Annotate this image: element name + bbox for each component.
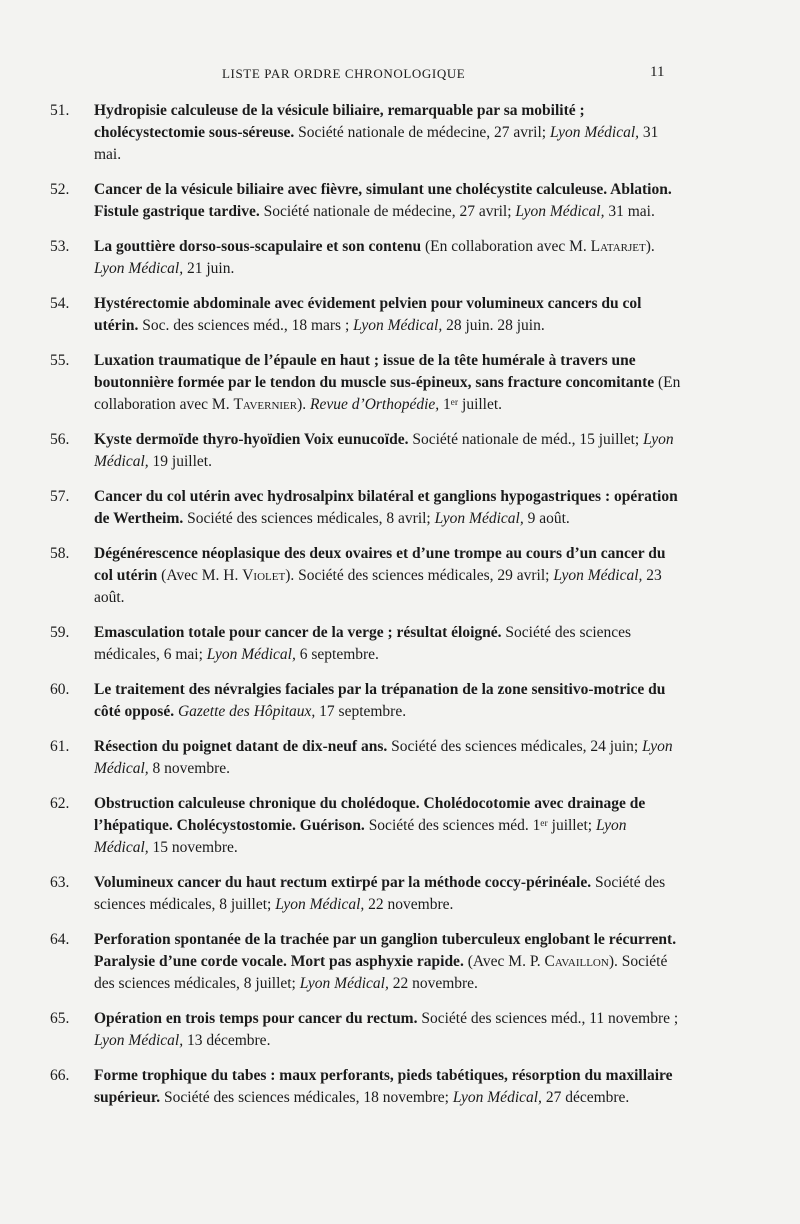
entry-title: Hystérectomie abdominale avec évidement pelvien pour volumineux cancers du col utérin. (94, 295, 642, 334)
entry-number: 65. (50, 1010, 70, 1027)
entry-text: 23 août. (94, 567, 662, 606)
entry-title: Opération en trois temps pour cancer du rectum. (94, 1010, 418, 1027)
entry-number: 55. (50, 352, 70, 369)
entry-title: La gouttière dorso-sous-scapulaire et son contenu (94, 238, 422, 255)
entry-text: Société des sciences médicales, 24 juin; (387, 738, 643, 755)
entry-text: 19 juillet. (148, 453, 212, 470)
list-item (0, 736, 800, 780)
entry-number: 59. (50, 624, 70, 641)
entry-text: Société des sciences médicales, 6 mai; (94, 624, 632, 663)
entry-title: Résection du poignet datant de dix-neuf ans. (94, 738, 388, 755)
publication-name: Lyon Médical, (452, 1089, 542, 1106)
running-title: LISTE PAR ORDRE CHRONOLOGIQUE (222, 66, 466, 81)
list-item (0, 486, 800, 530)
entry-number: 56. (50, 431, 70, 448)
author-name: Cavaillon (544, 953, 609, 970)
entry-title: Hydropisie calculeuse de la vésicule biliaire, remarquable par sa mobilité ; cholécystectomie sous-séreuse. (94, 102, 585, 141)
entry-number: 57. (50, 488, 70, 505)
entry-text: 17 septembre. (315, 703, 407, 720)
entry-title: Volumineux cancer du haut rectum extirpé par la méthode coccy-périnéale. (94, 874, 592, 891)
entry-text: (En collaboration avec M. (421, 238, 591, 255)
entry-text: ). Société des sciences médicales, 8 juillet; (94, 953, 668, 992)
publication-name: Lyon Médical, (94, 431, 674, 470)
publication-name: Lyon Médical, (434, 510, 524, 527)
list-item (0, 543, 800, 609)
entry-text: 8 novembre. (148, 760, 231, 777)
entry-number: 53. (50, 238, 70, 255)
entry-text: 21 juin. (183, 260, 235, 277)
entry-number: 61. (50, 738, 70, 755)
entry-text: 31 mai. (604, 203, 655, 220)
entry-title: Perforation spontanée de la trachée par un ganglion tuberculeux englobant le récurrent. Paralysie d’une corde vocale. Mort pas asphyxie rapide. (94, 931, 677, 970)
list-item (0, 236, 800, 280)
list-item (0, 179, 800, 223)
entry-text: Société des sciences méd. 1ᵉʳ juillet; (364, 817, 596, 834)
publication-name: Lyon Médical, (206, 646, 296, 663)
publication-name: Lyon Médical, (94, 817, 627, 856)
entry-text: Société des sciences médicales, 18 novembre; (160, 1089, 453, 1106)
entry-title: Luxation traumatique de l’épaule en haut ; issue de la tête humérale à travers une boutonnière formée par le tendon du muscle sus-épineux, sans fracture concomitante (94, 352, 655, 391)
entry-number: 63. (50, 874, 70, 891)
entry-title: Kyste dermoïde thyro-hyoïdien Voix eunucoïde. (94, 431, 409, 448)
entry-text: Société nationale de méd., 15 juillet; (408, 431, 644, 448)
list-item (0, 350, 800, 416)
entry-text: 31 mai. (94, 124, 659, 163)
entry-number: 58. (50, 545, 70, 562)
publication-name: Lyon Médical, (275, 896, 365, 913)
entry-number: 66. (50, 1067, 70, 1084)
entry-text: 15 novembre. (148, 839, 238, 856)
publication-name: Lyon Médical, (353, 317, 443, 334)
entry-text: 28 juin. 28 juin. (442, 317, 545, 334)
entry-title: Dégénérescence néoplasique des deux ovaires et d’une trompe au cours d’un cancer du col utérin (94, 545, 666, 584)
publication-list (0, 100, 800, 1122)
list-item (0, 929, 800, 995)
publication-name: Lyon Médical, (553, 567, 643, 584)
entry-text: 27 décembre. (541, 1089, 630, 1106)
entry-title: Cancer du col utérin avec hydrosalpinx bilatéral et ganglions hypogastriques : opération de Wertheim. (94, 488, 678, 527)
entry-text: 9 août. (523, 510, 570, 527)
list-item (0, 293, 800, 337)
entry-text: (En collaboration avec M. (94, 374, 681, 413)
entry-number: 62. (50, 795, 70, 812)
entry-title: Le traitement des névralgies faciales par la trépanation de la zone sensitivo-motrice du côté opposé. (94, 681, 666, 720)
publication-name: Lyon Médical, (515, 203, 605, 220)
publication-name: Lyon Médical, (299, 975, 389, 992)
entry-text: ). (645, 238, 655, 255)
entry-number: 52. (50, 181, 70, 198)
entry-text: Société nationale de médecine, 27 avril; (259, 203, 516, 220)
entry-title: Emasculation totale pour cancer de la verge ; résultat éloigné. (94, 624, 502, 641)
entry-text: Société nationale de médecine, 27 avril; (294, 124, 550, 141)
author-name: Violet (242, 567, 286, 584)
entry-text: 1ᵉʳ juillet. (439, 396, 503, 413)
entry-text: Soc. des sciences méd., 18 mars ; (138, 317, 354, 334)
page-header (0, 64, 800, 88)
publication-name: Lyon Médical, (94, 738, 673, 777)
entry-text: ). Société des sciences médicales, 29 avril; (285, 567, 554, 584)
list-item (0, 1008, 800, 1052)
entry-text: 22 novembre. (364, 896, 454, 913)
entry-text: 22 novembre. (388, 975, 478, 992)
publication-name: Lyon Médical, (94, 260, 184, 277)
list-item (0, 679, 800, 723)
author-name: Latarjet (590, 238, 646, 255)
entry-text: ). (297, 396, 311, 413)
entry-number: 60. (50, 681, 70, 698)
entry-number: 54. (50, 295, 70, 312)
entry-title: Obstruction calculeuse chronique du cholédoque. Cholédocotomie avec drainage de l’hépatique. Cholécystostomie. Guérison. (94, 795, 646, 834)
entry-text: Société des sciences médicales, 8 juillet; (94, 874, 666, 913)
publication-name: Lyon Médical, (549, 124, 640, 141)
list-item (0, 100, 800, 166)
entry-text: (Avec M. H. (157, 567, 243, 584)
entry-text: Société des sciences méd., 11 novembre ; (417, 1010, 679, 1027)
entry-number: 51. (50, 102, 70, 119)
publication-name: Lyon Médical, (94, 1032, 184, 1049)
entry-text: 6 septembre. (295, 646, 379, 663)
list-item (0, 1065, 800, 1109)
entry-title: Cancer de la vésicule biliaire avec fièvre, simulant une cholécystite calculeuse. Ablation. Fistule gastrique tardive. (94, 181, 672, 220)
entry-text: Société des sciences médicales, 8 avril; (183, 510, 435, 527)
list-item (0, 793, 800, 859)
publication-name: Revue d’Orthopédie, (310, 396, 440, 413)
entry-title: Forme trophique du tabes : maux perforants, pieds tabétiques, résorption du maxillaire supérieur. (94, 1067, 673, 1106)
list-item (0, 872, 800, 916)
author-name: Tavernier (233, 396, 298, 413)
list-item (0, 622, 800, 666)
publication-name: Gazette des Hôpitaux, (177, 703, 316, 720)
entry-text: 13 décembre. (183, 1032, 271, 1049)
list-item (0, 429, 800, 473)
entry-number: 64. (50, 931, 70, 948)
entry-text: (Avec M. P. (463, 953, 545, 970)
page-number: 11 (650, 64, 665, 80)
